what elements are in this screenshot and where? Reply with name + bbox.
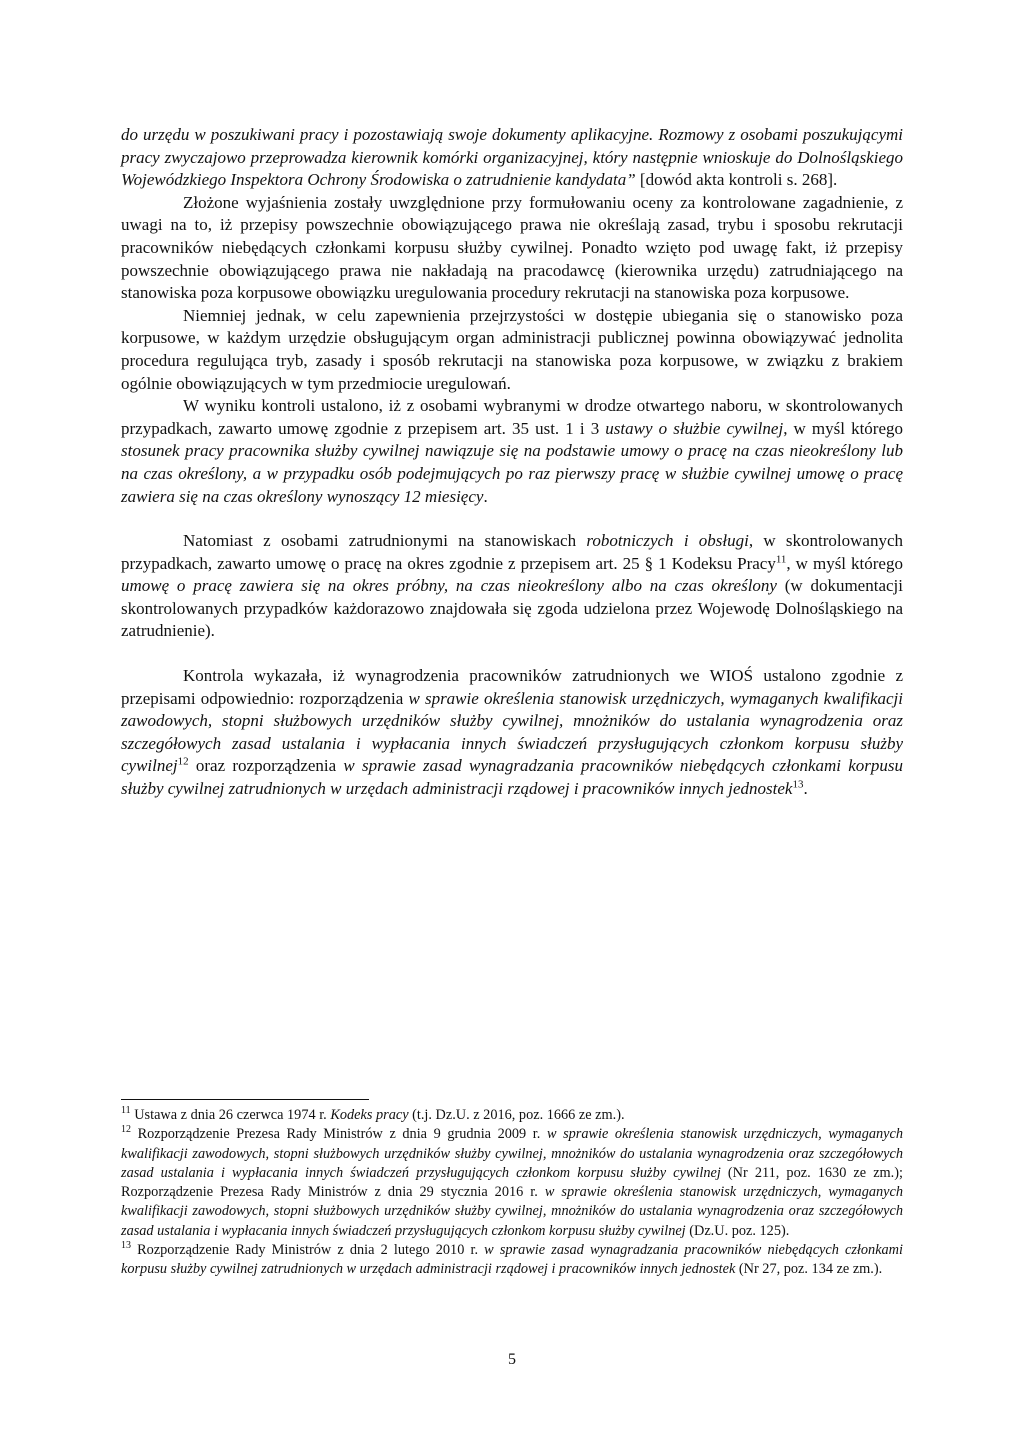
footnote-ref-13[interactable]: 13 — [792, 778, 804, 791]
paragraph-salaries: Kontrola wykazała, iż wynagrodzenia pracowników zatrudnionych we WIOŚ ustalono zgodnie z przepisami odpowiednio: rozporządzenia w sprawie określenia stanowisk urzędniczych, wymaganych kwalifikacji zawodowych, stopni służbowych urzędników służby cywilnej, mnożników do ustalania wynagrodzenia oraz szczegółowych zasad ustalania i wypłacania innych świadczeń przysługujących członkom korpusu służby cywilnej$^{12}$ oraz rozporządzenia w sprawie zasad wynagradzania pracowników niebędących członkami korpusu służby cywilnej zatrudnionych w urzędach administracji rządowej i pracowników innych jednostek$^{13}$. — [121, 666, 903, 799]
paragraph-worker-contracts: Natomiast z osobami zatrudnionymi na stanowiskach robotniczych i obsługi, w skontrolowanych przypadkach, zawarto umowę o pracę na okres zgodnie z przepisem art. 25 § 1 Kodeksu Pracy$^{11}$, w myśl którego umowę o pracę zawiera się na okres próbny, na czas nieokreślony albo na czas określony (w dokumentacji skontrolowanych przypadków każdorazowo znajdowała się zgoda udzielona przez Wojewodę Dolnośląskiego na zatrudnienie). — [121, 531, 904, 641]
paragraph-open-recruitment-contracts: W wyniku kontroli ustalono, iż z osobami wybranymi w drodze otwartego naboru, w skontrolowanych przypadkach, zawarto umowę zgodnie z przepisem art. 35 ust. 1 i 3 ustawy o służbie cywilnej, w myśl którego stosunek pracy pracownika służby cywilnej nawiązuje się na podstawie umowy o pracę na czas nieokreślony lub na czas określony, a w przypadku osób podejmujących po raz pierwszy pracę w służbie cywilnej umowę o pracę zawiera się na czas określony wynoszący 12 miesięcy. — [121, 396, 903, 506]
footnote-number: 11 — [121, 1105, 131, 1117]
footnote-separator — [121, 1099, 369, 1100]
paragraph-transparency: Niemniej jednak, w celu zapewnienia przejrzystości w dostępie ubiegania się o stanowisko poza korpusowe, w każdym urzędzie obsługującym organ administracji publicznej powinna obowiązywać jednolita procedura regulująca tryb, zasady i sposób rekrutacji na stanowiska poza korpusowe, w związku z brakiem ogólnie obowiązujących w tym przedmiocie uregulowań. — [121, 305, 903, 393]
footnotes — [121, 1106, 903, 1280]
evidence-reference: [dowód akta kontroli s. 268]. — [635, 170, 838, 190]
footnote-ref-11[interactable]: 11 — [775, 553, 787, 566]
footnote-13: $^{13}$ Rozporządzenie Rady Ministrów z dnia 2 lutego 2010 r. w sprawie zasad wynagradzania pracowników niebędących członkami korpusu służby cywilnej zatrudnionych w urzędach administracji rządowej i pracowników innych jednostek (Nr 27, poz. 134 ze zm.). — [121, 1240, 903, 1278]
footnote-12: $^{12}$ Rozporządzenie Prezesa Rady Ministrów z dnia 9 grudnia 2009 r. w sprawie określenia stanowisk urzędniczych, wymaganych kwalifikacji zawodowych, stopni służbowych urzędników służby cywilnej, mnożników do ustalania wynagrodzenia oraz szczegółowych zasad ustalania i wypłacania innych świadczeń przysługujących członkom korpusu służby cywilnej (Nr 211, poz. 1630 ze zm.); Rozporządzenie Prezesa Rady Ministrów z dnia 29 stycznia 2016 r. w sprawie określenia stanowisk urzędniczych, wymaganych kwalifikacji zawodowych, stopni służbowych urzędników służby cywilnej, mnożników do ustalania wynagrodzenia oraz szczegółowych zasad ustalania i wypłacania innych świadczeń przysługujących członkom korpusu służby cywilnej (Dz.U. poz. 125). — [121, 1124, 903, 1239]
footnote-11: $^{11}$ Ustawa z dnia 26 czerwca 1974 r. Kodeks pracy (t.j. Dz.U. z 2016, poz. 1666 ze zm.). — [121, 1105, 625, 1123]
paragraph-explanations-assessment: Złożone wyjaśnienia zostały uwzględnione przy formułowaniu oceny za kontrolowane zagadnienie, z uwagi na to, iż przepisy powszechnie obowiązującego prawa nie określają zasad, trybu i sposobu rekrutacji pracowników niebędących członkami korpusu służby cywilnej. Ponadto wzięto pod uwagę fakt, iż przepisy powszechnie obowiązującego prawa nie nakładają na pracodawcę (kierownika urzędu) zatrudniającego na stanowiska poza korpusowe obowiązku uregulowania procedury rekrutacji na stanowiska poza korpusowe. — [121, 192, 903, 303]
footnote-number: 13 — [121, 1240, 131, 1252]
quoted-explanation: do urzędu w poszukiwani pracy i pozostawiają swoje dokumenty aplikacyjne. Rozmowy z osobami poszukującymi pracy zwyczajowo przeprowadza kierownik komórki organizacyjnej, który następnie wnioskuje do Dolnośląskiego Wojewódzkiego Inspektora Ochrony Środowiska o zatrudnienie kandydata” — [121, 125, 903, 190]
footnote-ref-12[interactable]: 12 — [177, 755, 189, 768]
body-text — [121, 124, 903, 801]
paragraph-quote-continuation — [121, 124, 903, 192]
page-number: 5 — [508, 1351, 516, 1368]
footnote-number: 12 — [121, 1124, 131, 1136]
